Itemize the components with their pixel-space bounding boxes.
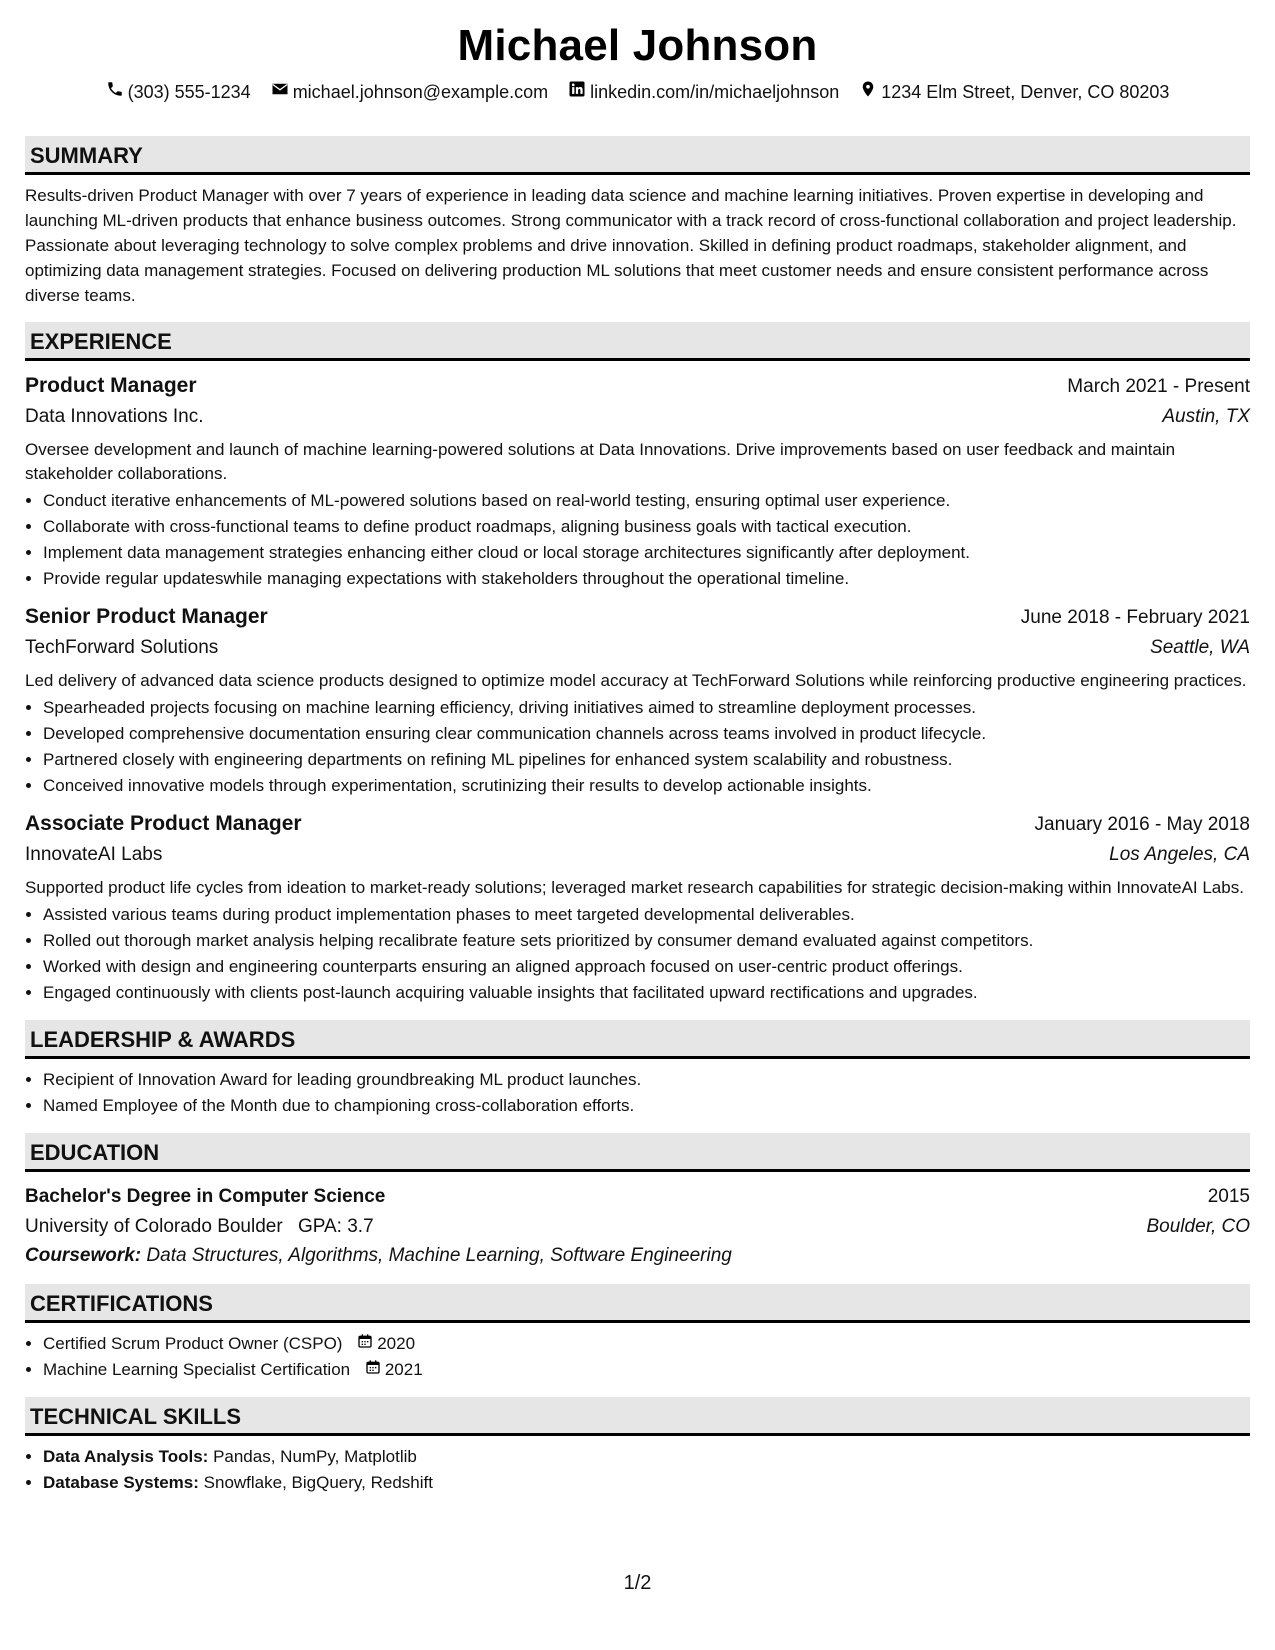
leadership-list: [25, 1067, 1250, 1119]
list-item: • Conceived innovative models through experimentation, scrutinizing their results to develop actionable insights.: [43, 773, 1250, 799]
list-item: [43, 1331, 1250, 1357]
job-location: Austin, TX: [1162, 406, 1250, 427]
job-bullets: [25, 695, 1250, 799]
contact-bar: [25, 80, 1250, 104]
coursework: [25, 1242, 1250, 1270]
degree: Bachelor's Degree in Computer Science: [25, 1186, 386, 1207]
page-number: 1/2: [623, 1572, 652, 1594]
calendar-icon: [357, 1331, 373, 1357]
summary-text: Results-driven Product Manager with over 7 years of experience in leading data science and machine learning initiatives. Proven expertise in developing and launching ML-driven products that enhance business outcomes. Strong communicator with a track record of cross-functional collaboration and project leadership. Passionate about leveraging technology to solve complex problems and drive innovation. Skilled in defining product roadmaps, stakeholder alignment, and optimizing data management strategies. Focused on delivering production ML solutions that meet customer needs and ensure consistent performance across diverse teams.: [25, 186, 1237, 305]
section-heading-certifications: CERTIFICATIONS: [25, 1284, 1250, 1323]
list-item: [43, 1444, 1250, 1470]
section-heading-summary: SUMMARY: [25, 136, 1250, 175]
contact-phone[interactable]: [106, 80, 251, 104]
job-entry: [25, 809, 1250, 1006]
contact-email[interactable]: [271, 80, 548, 104]
address-text: 1234 Elm Street, Denver, CO 80203: [881, 82, 1170, 102]
job-title: Senior Product Manager: [25, 605, 268, 628]
cert-year: 2021: [384, 1360, 423, 1379]
education-entry: [25, 1182, 1250, 1270]
list-item: • Named Employee of the Month due to championing cross-collaboration efforts.: [43, 1093, 1250, 1119]
skills-list: [25, 1444, 1250, 1496]
email-text: michael.johnson@example.com: [292, 82, 549, 102]
cert-name: Certified Scrum Product Owner (CSPO): [43, 1334, 343, 1353]
list-item: • Partnered closely with engineering departments on refining ML pipelines for enhanced system scalability and robustness.: [43, 747, 1250, 773]
gpa: GPA: 3.7: [297, 1216, 374, 1237]
section-heading-skills: TECHNICAL SKILLS: [25, 1397, 1250, 1436]
job-entry: [25, 602, 1250, 799]
skill-label: Database Systems:: [43, 1473, 199, 1492]
job-company: InnovateAI Labs: [25, 844, 163, 865]
list-item: • Implement data management strategies enhancing either cloud or local storage architectures significantly after deployment.: [43, 540, 1250, 566]
linkedin-icon: [568, 80, 586, 104]
list-item: • Developed comprehensive documentation ensuring clear communication channels across teams involved in product lifecycle.: [43, 721, 1250, 747]
job-company: Data Innovations Inc.: [25, 406, 204, 427]
cert-name: Machine Learning Specialist Certification: [43, 1360, 351, 1379]
list-item: • Collaborate with cross-functional teams to define product roadmaps, aligning business goals with tactical execution.: [43, 514, 1250, 540]
phone-icon: [106, 80, 124, 104]
job-entry: [25, 371, 1250, 592]
cert-year: 2020: [377, 1334, 416, 1353]
list-item: • Assisted various teams during product implementation phases to meet targeted developmental deliverables.: [43, 902, 1250, 928]
job-location: Los Angeles, CA: [1109, 844, 1250, 865]
map-pin-icon: [859, 80, 877, 104]
list-item: • Worked with design and engineering counterparts ensuring an aligned approach focused on user-centric product offerings.: [43, 954, 1250, 980]
job-description: Oversee development and launch of machine learning-powered solutions at Data Innovations. Drive improvements based on user feedback and maintain stakeholder collaborations.: [25, 440, 1176, 483]
job-bullets: [25, 902, 1250, 1006]
list-item: • Recipient of Innovation Award for leading groundbreaking ML product launches.: [43, 1067, 1250, 1093]
job-dates: March 2021 - Present: [1067, 376, 1250, 397]
school-name: University of Colorado Boulder: [25, 1216, 283, 1237]
calendar-icon: [365, 1357, 381, 1383]
list-item: • Conduct iterative enhancements of ML-powered solutions based on real-world testing, ensuring optimal user experience.: [43, 488, 1250, 514]
graduation-year: 2015: [1207, 1186, 1250, 1207]
job-description: Supported product life cycles from ideation to market-ready solutions; leveraged market research capabilities for strategic decision-making within InnovateAI Labs.: [25, 878, 1244, 897]
coursework-label: Coursework:: [25, 1245, 142, 1266]
envelope-icon: [271, 80, 289, 104]
skill-value: Snowflake, BigQuery, Redshift: [203, 1473, 433, 1492]
list-item: • Rolled out thorough market analysis helping recalibrate feature sets prioritized by consumer demand evaluated against competitors.: [43, 928, 1250, 954]
job-location: Seattle, WA: [1150, 637, 1250, 658]
list-item: • Engaged continuously with clients post-launch acquiring valuable insights that facilitated upward rectifications and upgrades.: [43, 980, 1250, 1006]
school-location: Boulder, CO: [1146, 1216, 1250, 1237]
resume-page: [25, 18, 1250, 1496]
job-dates: June 2018 - February 2021: [1020, 607, 1250, 628]
coursework-text: Data Structures, Algorithms, Machine Learning, Software Engineering: [146, 1245, 732, 1266]
list-item: • Spearheaded projects focusing on machine learning efficiency, driving initiatives aimed to streamline deployment processes.: [43, 695, 1250, 721]
section-heading-experience: EXPERIENCE: [25, 322, 1250, 361]
job-company: TechForward Solutions: [25, 637, 219, 658]
list-item: [43, 1470, 1250, 1496]
contact-address: [859, 80, 1169, 104]
job-dates: January 2016 - May 2018: [1034, 814, 1250, 835]
candidate-name: Michael Johnson: [457, 21, 818, 70]
skill-label: Data Analysis Tools:: [43, 1447, 209, 1466]
job-title: Associate Product Manager: [25, 812, 302, 835]
linkedin-text: linkedin.com/in/michaeljohnson: [590, 82, 840, 102]
contact-linkedin[interactable]: [568, 80, 839, 104]
phone-text: (303) 555-1234: [127, 82, 251, 102]
list-item: [43, 1357, 1250, 1383]
section-heading-education: EDUCATION: [25, 1133, 1250, 1172]
list-item: • Provide regular updateswhile managing expectations with stakeholders throughout the operational timeline.: [43, 566, 1250, 592]
section-heading-leadership: LEADERSHIP & AWARDS: [25, 1020, 1250, 1059]
skill-value: Pandas, NumPy, Matplotlib: [213, 1447, 417, 1466]
job-description: Led delivery of advanced data science products designed to optimize model accuracy at TechForward Solutions while reinforcing productive engineering practices.: [25, 671, 1247, 690]
job-bullets: [25, 488, 1250, 592]
certifications-list: [25, 1331, 1250, 1383]
job-title: Product Manager: [25, 374, 197, 397]
